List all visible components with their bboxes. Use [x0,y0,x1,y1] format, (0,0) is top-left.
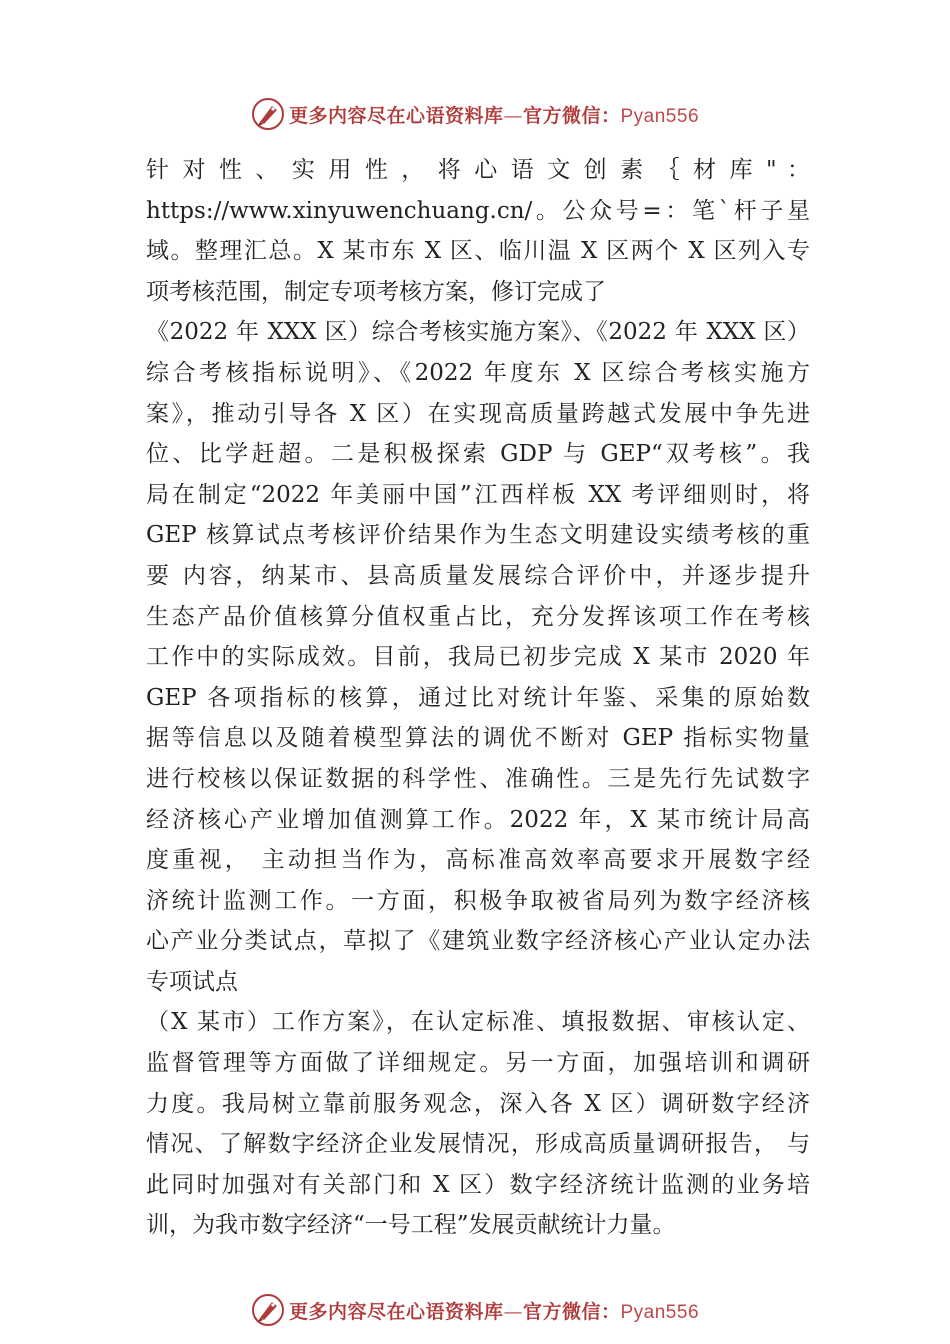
text-line: 训，为我市数字经济“一号工程”发展贡献统计力量。 [146,1212,676,1239]
footer-wechat-label: 官方微信： [522,1300,621,1323]
text-line: GEP 各项指标的核算，通过比对统计年鉴、采集的原始数 [146,684,810,711]
header-banner [0,92,950,136]
text-line: 度重视， 主动担当作为，高标准高效率高要求开展数字经 [146,847,810,874]
pen-nib-logo-icon [251,1293,285,1327]
text-line: 专项试点 [146,968,238,995]
text-line: （X 某市）工作方案》，在认定标准、填报数据、审核认定、 [146,1009,810,1036]
footer-separator: — [503,1300,523,1323]
text-line: 域。整理汇总。X 某市东 X 区、临川温 X 区两个 X 区列入专 [146,238,810,265]
header-wechat-label: 官方微信： [522,104,621,127]
text-line: 生态产品价值核算分值权重占比，充分发挥该项工作在考核 [146,603,810,630]
text-line: 要 内容，纳某市、县高质量发展综合评价中，并逐步提升 [146,562,810,589]
footer-banner [0,1288,950,1332]
text-line: 济统计监测工作。一方面，积极争取被省局列为数字经济核 [146,887,810,914]
header-wechat-id: Pyan556 [620,105,700,127]
text-line: GEP 核算试点考核评价结果作为生态文明建设实绩考核的重 [146,522,810,549]
text-line: 工作中的实际成效。目前，我局已初步完成 X 某市 2020 年 [146,644,810,671]
text-line: https://www.xinyuwenchuang.cn/。公众号=：笔`杆子星 [146,197,810,224]
text-line: 心产业分类试点，草拟了《建筑业数字经济核心产业认定办法 [146,928,810,955]
text-line: 情况、了解数字经济企业发展情况，形成高质量调研报告， 与 [146,1131,810,1158]
footer-text [289,1297,699,1324]
footer-wechat-id: Pyan556 [620,1301,700,1323]
text-line: 进行校核以保证数据的科学性、准确性。三是先行先试数字 [146,765,810,792]
text-line: 此同时加强对有关部门和 X 区）数字经济统计监测的业务培 [146,1171,810,1198]
text-line: 监督管理等方面做了详细规定。另一方面，加强培训和调研 [146,1050,810,1077]
text-line: 综合考核指标说明》、《2022 年度东 X 区综合考核实施方 [146,359,810,386]
text-line: 力度。我局树立靠前服务观念，深入各 X 区）调研数字经济 [146,1090,810,1117]
text-line: 《2022 年 XXX 区）综合考核实施方案》、《2022 年 XXX 区） [146,319,810,346]
pen-nib-logo-icon [251,97,285,131]
document-body [146,150,810,1246]
header-text [289,101,699,128]
header-separator: — [503,104,523,127]
text-line: 位、比学赶超。二是积极探索 GDP 与 GEP“双考核”。我 [146,441,810,468]
text-line: 案》，推动引导各 X 区）在实现高质量跨越式发展中争先进 [146,400,810,427]
text-line: 局在制定“2022 年美丽中国”江西样板 XX 考评细则时，将 [146,481,810,508]
text-line: 项考核范围，制定专项考核方案，修订完成了 [146,278,606,305]
footer-brand: 更多内容尽在心语资料库 [288,1300,504,1323]
text-line: 经济核心产业增加值测算工作。2022 年，X 某市统计局高 [146,806,810,833]
text-line: 据等信息以及随着模型算法的调优不断对 GEP 指标实物量 [146,725,810,752]
header-brand: 更多内容尽在心语资料库 [288,104,504,127]
text-line: 针 对 性 、 实 用 性 ， 将 心 语 文 创 素 ｛ 材 库 " ： [146,157,810,183]
